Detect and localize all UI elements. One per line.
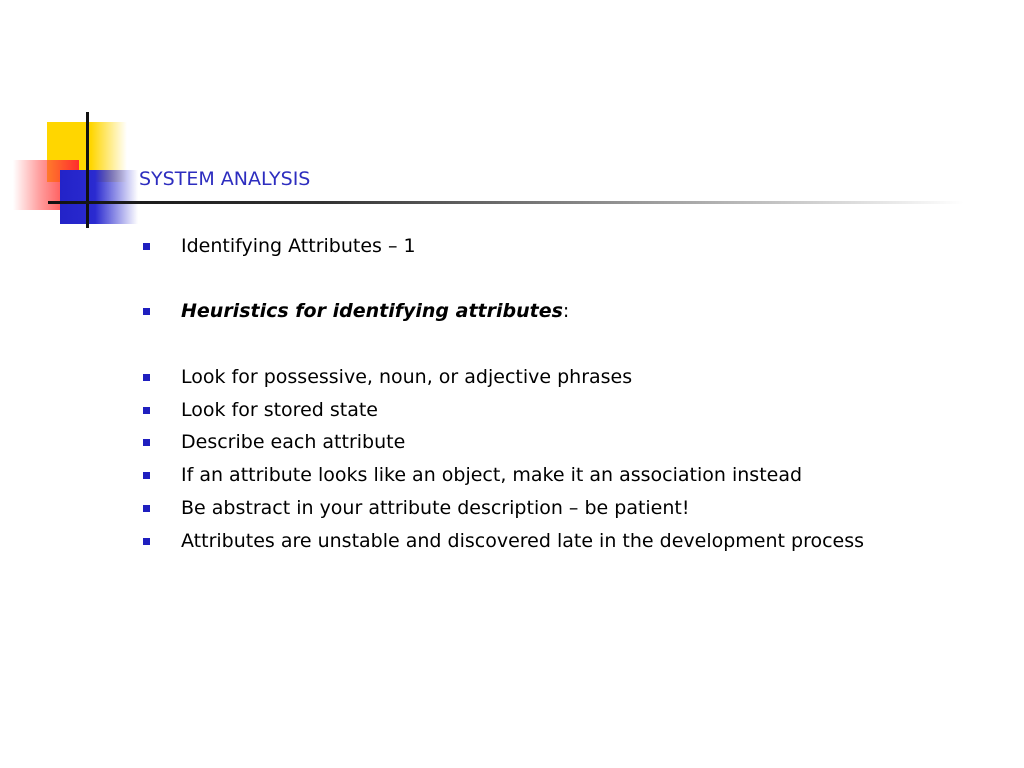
bullet-text (181, 299, 569, 323)
bullet-text-suffix: : (562, 300, 570, 322)
slide-title: SYSTEM ANALYSIS (139, 168, 311, 190)
square-bullet-icon (143, 538, 150, 545)
bullet-text: Describe each attribute (181, 431, 406, 453)
square-bullet-icon (143, 243, 150, 250)
bullet-text: Look for stored state (181, 399, 378, 421)
square-bullet-icon (143, 374, 150, 381)
square-bullet-icon (143, 308, 150, 315)
square-bullet-icon (143, 407, 150, 414)
bullet-text: If an attribute looks like an object, make it an association instead (181, 464, 803, 486)
bullet-text: Look for possessive, noun, or adjective phrases (181, 366, 633, 388)
square-bullet-icon (143, 472, 150, 479)
decorative-blue-square (60, 170, 138, 224)
square-bullet-icon (143, 439, 150, 446)
title-underline (48, 201, 964, 204)
square-bullet-icon (143, 505, 150, 512)
bullet-text: Identifying Attributes – 1 (181, 235, 416, 257)
decorative-vertical-line (86, 112, 89, 228)
bullet-text: Attributes are unstable and discovered late in the development process (181, 530, 865, 552)
bullet-text: Be abstract in your attribute description – be patient! (181, 497, 690, 519)
bullet-text-emphasis: Heuristics for identifying attributes (181, 300, 563, 322)
